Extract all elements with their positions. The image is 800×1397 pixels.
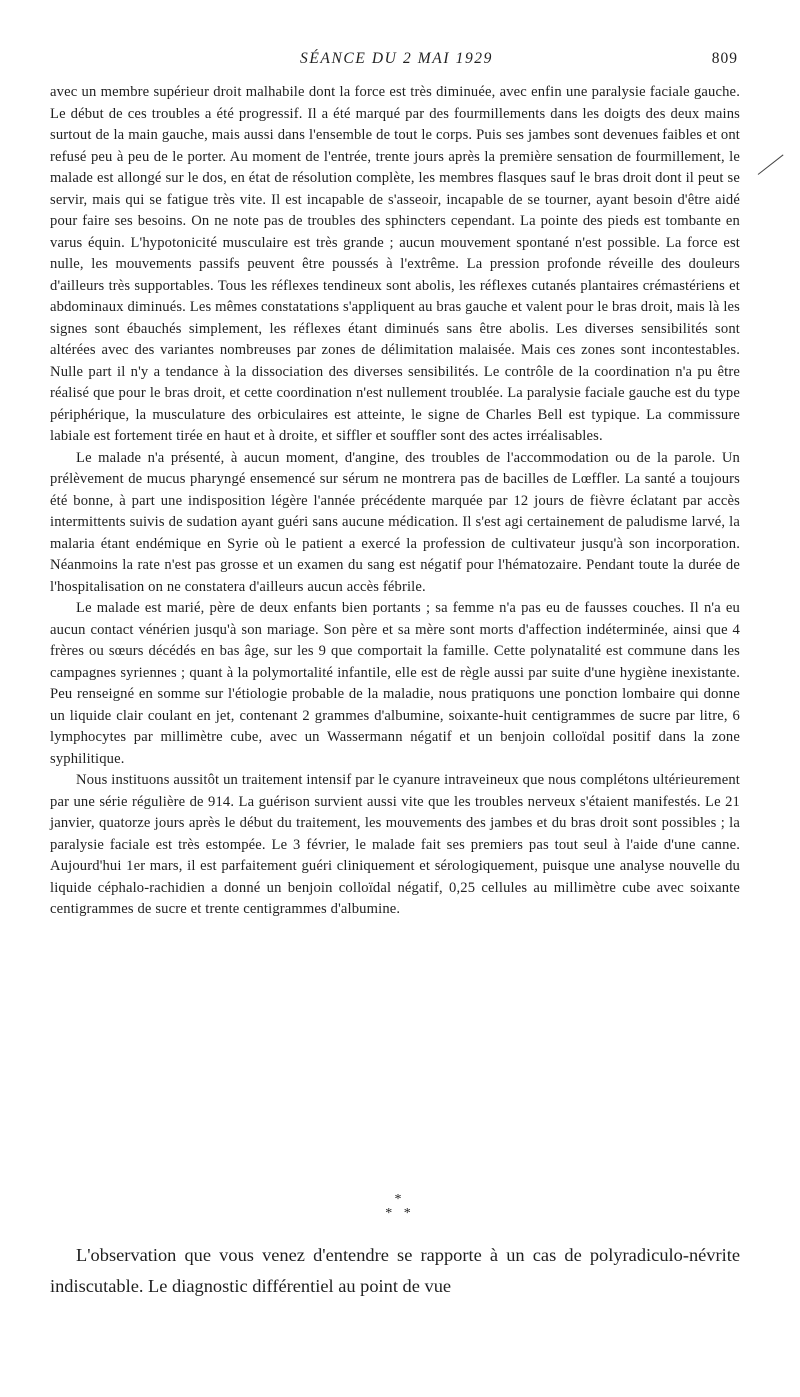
paragraph: avec un membre supérieur droit malhabile dont la force est très diminuée, avec enfin une paralysie faciale gauche. Le début de ces troubles a été progressif. Il a été marqué par des fourmillements dans les doigts des deux mains surtout de la main gauche, mais aussi dans l'ensemble de tout le corps. Puis ses jambes sont devenues faibles et ont refusé peu à peu de le porter. Au moment de l'entrée, trente jours après la première sensation de fourmillement, le malade est allongé sur le dos, en état de résolution complète, les membres flasques sauf le bras droit dont il peut se servir, mais qui se fatigue très vite. Il est incapable de s'asseoir, incapable de se tourner, ayant besoin d'être aidé pour faire ses besoins. On ne note pas de troubles des sphincters cependant. La pointe des pieds est tombante en varus équin. L'hypotonicité musculaire est très grande ; aucun mouvement spontané n'est possible. La force est nulle, les mouvements passifs peuvent être poussés à l'extrême. La pression profonde réveille des douleurs d'ailleurs très supportables. Tous les réflexes tendineux sont abolis, les réflexes cutanés plantaires crémastériens et abdominaux diminués. Les mêmes constatations s'appliquent au bras gauche et valent pour le bras droit, mais là les signes sont ébauchés simplement, les réflexes étant diminués sans être abolis. Les diverses sensibilités sont altérées avec des variantes nombreuses par zones de délimitation malaisée. Mais ces zones sont incontestables. Nulle part il n'y a tendance à la dissociation des diverses sensibilités. Le contrôle de la coordination n'a pu être réalisé que pour le bras droit, et cette coordination n'est nullement troublée. La paralysie faciale gauche est du type périphérique, la musculature des orbiculaires est atteinte, le signe de Charles Bell est typique. La commissure labiale est fortement tirée en haut et à droite, et siffler et souffler sont des actes irréalisables. (50, 84, 740, 444)
closing-paragraph: L'observation que vous venez d'entendre se rapporte à un cas de polyradiculo-névrite indiscutable. Le diagnostic différentiel au point de vue (50, 1245, 740, 1296)
paragraph: Nous instituons aussitôt un traitement intensif par le cyanure intraveineux que nous complétons ultérieurement par une série régulière de 914. La guérison survient aussi vite que les troubles nerveux s'étaient manifestés. Le 21 janvier, quatorze jours après le début du traitement, les mouvements des jambes et du bras droit sont possibles ; la paralysie faciale est très estompée. Le 3 février, le malade fait ses premiers pas tout seul à l'aide d'une canne. Aujourd'hui 1er mars, il est parfaitement guéri cliniquement et sérologiquement, puisque une analyse nouvelle du liquide céphalo-rachidien a donné un benjoin colloïdal négatif, 0,25 cellules au millimètre cube avec soixante centigrammes de sucre et trente centigrammes d'albumine. (50, 772, 740, 917)
page-number: 809 (711, 50, 738, 67)
asterisk-top: * (394, 1192, 406, 1207)
paragraph: Le malade n'a présenté, à aucun moment, d'angine, des troubles de l'accommodation ou de la parole. Un prélèvement de mucus pharyngé ensemencé sur sérum ne montrera pas de bacilles de Lœffler. La santé a toujours été bonne, à part une indisposition légère l'année précédente marquée par 12 jours de fièvre éclatant par accès intermittents suivis de sudation ayant guéri sans aucune médication. Il s'est agi certainement de paludisme larvé, la malaria étant endémique en Syrie où le patient a exercé la profession de cultivateur jusqu'à son incorporation. Néanmoins la rate n'est pas grosse et un examen du sang est négatif pour l'hématozaire. Pendant toute la durée de l'hospitalisation on ne constatera d'ailleurs aucun accès fébrile. (50, 449, 740, 595)
body-text (50, 82, 740, 921)
asterisk-bottom: * * (385, 1206, 415, 1221)
running-title: SÉANCE DU 2 MAI 1929 (299, 50, 493, 67)
margin-pencil-mark (758, 154, 784, 174)
running-head (55, 50, 738, 74)
paragraph: Le malade est marié, père de deux enfants bien portants ; sa femme n'a pas eu de fausses couches. Il n'a eu aucun contact vénérien jusqu'à son mariage. Son père et sa mère sont morts d'affection indéterminée, ainsi que 4 frères ou sœurs décédés en bas âge, sur les 9 que comportait la famille. Cette polynatalité est commune dans les campagnes syriennes ; quant à la polymortalité infantile, elle est de règle aussi par suite d'une hygiène inexistante. Peu renseigné en somme sur l'étiologie probable de la maladie, nous pratiquons une ponction lombaire qui donne un liquide clair coulant en jet, contenant 2 grammes d'albumine, soixante-huit centigrammes de sucre par litre, 6 lymphocytes par millimètre cube, avec un Wassermann négatif et un benjoin colloïdal positif dans la zone syphilitique. (50, 600, 740, 767)
section-separator (0, 1193, 800, 1221)
